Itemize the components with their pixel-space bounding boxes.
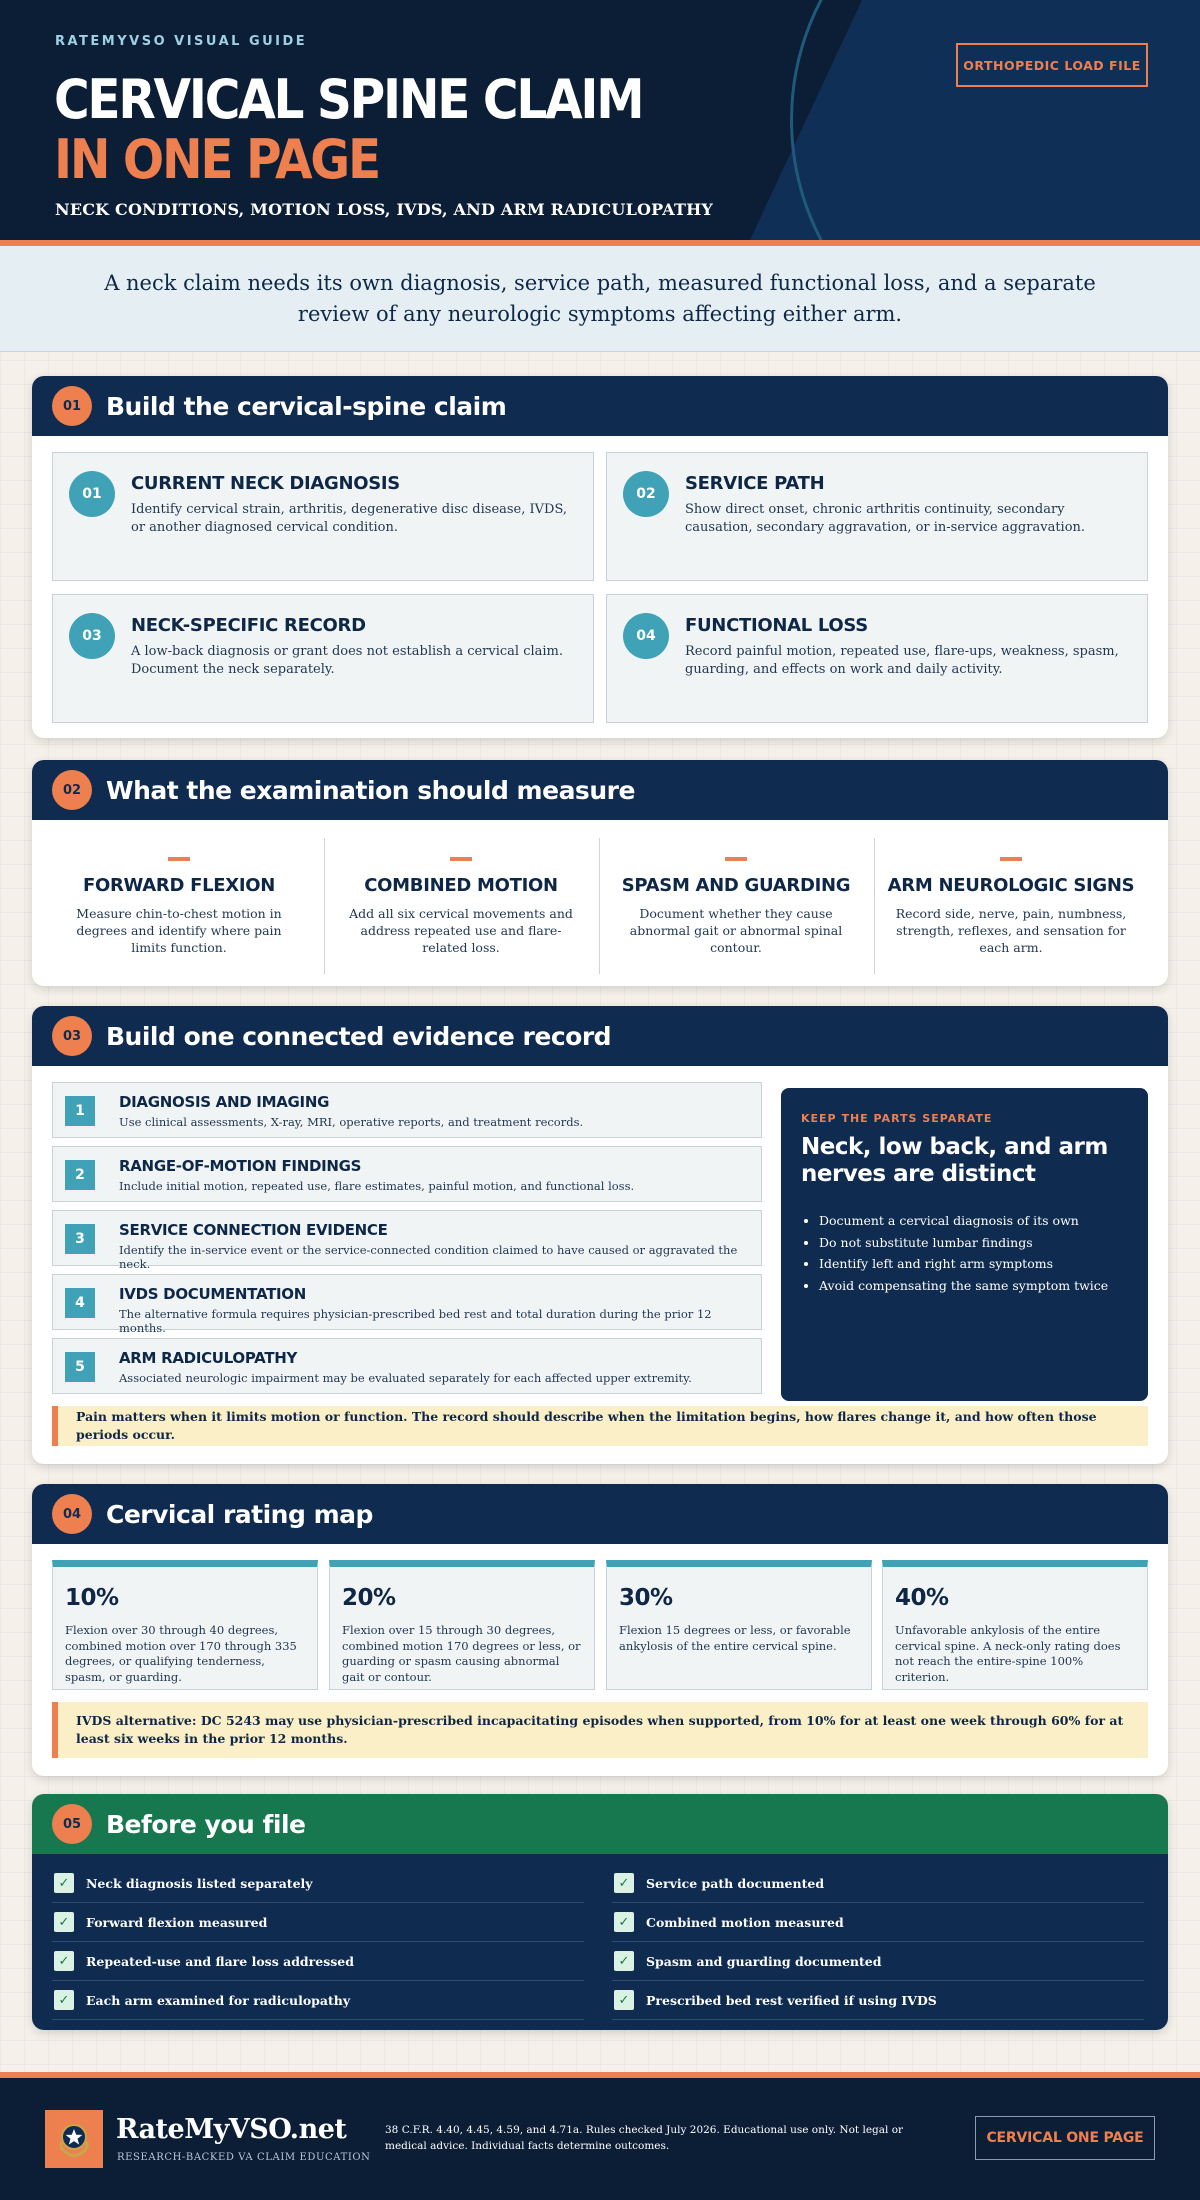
section-title: Before you file bbox=[106, 1809, 306, 1839]
page-subtitle: NECK CONDITIONS, MOTION LOSS, IVDS, AND ARM RADICULOPATHY bbox=[55, 200, 714, 219]
checklist-item[interactable] bbox=[52, 1981, 584, 2020]
checkbox-checked-icon[interactable]: ✓ bbox=[54, 1951, 74, 1971]
rating-card-10 bbox=[52, 1560, 318, 1690]
checklist-item[interactable] bbox=[612, 1903, 1144, 1942]
card-title: FUNCTIONAL LOSS bbox=[685, 615, 868, 636]
checklist-label: Combined motion measured bbox=[646, 1914, 844, 1930]
section-number-badge: 02 bbox=[52, 770, 92, 810]
section-number-badge: 04 bbox=[52, 1494, 92, 1534]
measure-description: Add all six cervical movements and address repeated use and flare-related loss. bbox=[349, 906, 573, 955]
brand-tagline: RESEARCH-BACKED VA CLAIM EDUCATION bbox=[117, 2152, 371, 2163]
rating-value: 10% bbox=[65, 1585, 119, 1611]
checklist-item[interactable] bbox=[612, 1864, 1144, 1903]
orthopedic-load-file-tag[interactable]: ORTHOPEDIC LOAD FILE bbox=[956, 43, 1148, 87]
ratemyvso-logo[interactable] bbox=[45, 2110, 103, 2168]
checkbox-checked-icon[interactable]: ✓ bbox=[614, 1951, 634, 1971]
measure-spasm-guarding bbox=[599, 840, 873, 974]
page-title-line2: IN ONE PAGE bbox=[54, 128, 379, 191]
section-before-you-file bbox=[32, 1794, 1168, 2030]
measure-description: Document whether they cause abnormal gait or abnormal spinal contour. bbox=[629, 906, 843, 955]
ivds-note-text: DC 5243 may use physician-prescribed incapacitating episodes when supported, from 10% for at least one week through 60% for at least six weeks in the prior 12 months. bbox=[76, 1713, 1124, 1746]
page-title-line1: CERVICAL SPINE CLAIM bbox=[54, 68, 643, 131]
header-kicker: RATEMYVSO VISUAL GUIDE bbox=[55, 34, 308, 49]
measure-forward-flexion bbox=[42, 840, 316, 974]
keep-parts-separate-panel bbox=[781, 1088, 1148, 1401]
rating-value: 20% bbox=[342, 1585, 396, 1611]
evidence-description: The alternative formula requires physician-prescribed bed rest and total duration during the prior 12 months. bbox=[119, 1307, 712, 1335]
section-header bbox=[32, 1794, 1168, 1854]
card-number-circle: 01 bbox=[69, 471, 115, 517]
card-current-neck-diagnosis bbox=[52, 452, 594, 581]
checkbox-checked-icon[interactable]: ✓ bbox=[54, 1873, 74, 1893]
ivds-note-label: IVDS alternative: bbox=[76, 1713, 197, 1728]
section-title: Build one connected evidence record bbox=[106, 1021, 612, 1051]
panel-bullet: • Avoid compensating the same symptom twice bbox=[819, 1275, 1129, 1297]
rating-card-20 bbox=[329, 1560, 595, 1690]
orange-dash bbox=[168, 857, 190, 861]
panel-bullet: • Identify left and right arm symptoms bbox=[819, 1253, 1129, 1275]
ivds-alternative-callout bbox=[52, 1702, 1148, 1758]
evidence-title: RANGE-OF-MOTION FINDINGS bbox=[119, 1157, 362, 1175]
orange-dash bbox=[1000, 857, 1022, 861]
cervical-one-page-button[interactable]: CERVICAL ONE PAGE bbox=[975, 2116, 1155, 2160]
checkbox-checked-icon[interactable]: ✓ bbox=[54, 1990, 74, 2010]
evidence-row-service-connection bbox=[52, 1210, 762, 1271]
evidence-description: Use clinical assessments, X-ray, MRI, operative reports, and treatment records. bbox=[119, 1115, 584, 1129]
card-neck-specific-record bbox=[52, 594, 594, 723]
section-header bbox=[32, 1484, 1168, 1544]
panel-title: Neck, low back, and arm nerves are distinct bbox=[801, 1134, 1108, 1187]
checkbox-checked-icon[interactable]: ✓ bbox=[614, 1912, 634, 1932]
star-seal-icon bbox=[53, 2118, 95, 2160]
card-description: Show direct onset, chronic arthritis continuity, secondary causation, secondary aggravation, or in-service aggravation. bbox=[685, 502, 1086, 535]
panel-kicker: KEEP THE PARTS SEPARATE bbox=[801, 1112, 993, 1125]
card-number-circle: 02 bbox=[623, 471, 669, 517]
section-header bbox=[32, 376, 1168, 436]
evidence-row-range-of-motion bbox=[52, 1146, 762, 1202]
footer bbox=[0, 2078, 1200, 2200]
measure-title: COMBINED MOTION bbox=[364, 875, 558, 896]
evidence-description: Associated neurologic impairment may be evaluated separately for each affected upper extremity. bbox=[119, 1371, 692, 1385]
measure-title: ARM NEUROLOGIC SIGNS bbox=[887, 875, 1135, 896]
card-description: Record painful motion, repeated use, flare-ups, weakness, spasm, guarding, and effects on work and daily activity. bbox=[685, 644, 1119, 677]
rating-value: 30% bbox=[619, 1585, 673, 1611]
rating-description: Flexion over 15 through 30 degrees, combined motion 170 degrees or less, or guarding or spasm causing abnormal gait or contour. bbox=[342, 1623, 581, 1684]
card-number-circle: 03 bbox=[69, 613, 115, 659]
checkbox-checked-icon[interactable]: ✓ bbox=[614, 1873, 634, 1893]
evidence-number: 4 bbox=[65, 1288, 95, 1318]
orange-dash bbox=[450, 857, 472, 861]
panel-bullet: • Document a cervical diagnosis of its own bbox=[819, 1210, 1129, 1232]
section-rating-map bbox=[32, 1484, 1168, 1776]
evidence-title: IVDS DOCUMENTATION bbox=[119, 1285, 307, 1303]
panel-bullet-list bbox=[819, 1210, 1129, 1296]
evidence-number: 3 bbox=[65, 1224, 95, 1254]
intro-band bbox=[0, 246, 1200, 352]
evidence-row-diagnosis-imaging bbox=[52, 1082, 762, 1138]
checklist bbox=[32, 1854, 1168, 2030]
section-build-claim bbox=[32, 376, 1168, 738]
measure-title: SPASM AND GUARDING bbox=[621, 875, 851, 896]
checklist-item[interactable] bbox=[52, 1942, 584, 1981]
pain-note-callout: Pain matters when it limits motion or function. The record should describe when the limitation begins, how flares change it, and how often those periods occur. bbox=[52, 1406, 1148, 1446]
card-service-path bbox=[606, 452, 1148, 581]
measure-combined-motion bbox=[324, 840, 598, 974]
checkbox-checked-icon[interactable]: ✓ bbox=[614, 1990, 634, 2010]
checklist-label: Each arm examined for radiculopathy bbox=[86, 1992, 351, 2008]
card-description: Identify cervical strain, arthritis, degenerative disc disease, IVDS, or another diagnosed cervical condition. bbox=[131, 502, 568, 535]
evidence-number: 5 bbox=[65, 1352, 95, 1382]
checklist-item[interactable] bbox=[52, 1864, 584, 1903]
evidence-title: SERVICE CONNECTION EVIDENCE bbox=[119, 1221, 388, 1239]
rating-card-30 bbox=[606, 1560, 872, 1690]
rating-description: Unfavorable ankylosis of the entire cervical spine. A neck-only rating does not reach the entire-spine 100% criterion. bbox=[895, 1623, 1121, 1684]
checklist-item[interactable] bbox=[612, 1942, 1144, 1981]
card-number-circle: 04 bbox=[623, 613, 669, 659]
section-number-badge: 05 bbox=[52, 1804, 92, 1844]
section-examination-measure bbox=[32, 760, 1168, 986]
evidence-number: 1 bbox=[65, 1096, 95, 1126]
card-title: SERVICE PATH bbox=[685, 473, 825, 494]
panel-bullet: • Do not substitute lumbar findings bbox=[819, 1232, 1129, 1254]
section-header bbox=[32, 1006, 1168, 1066]
header-banner bbox=[0, 0, 1200, 240]
checklist-item[interactable] bbox=[52, 1903, 584, 1942]
measure-title: FORWARD FLEXION bbox=[82, 875, 275, 896]
legal-disclaimer: 38 C.F.R. 4.40, 4.45, 4.59, and 4.71a. Rules checked July 2026. Educational use only. Not legal or medical advice. Individual facts determine outcomes. bbox=[385, 2124, 904, 2152]
evidence-row-ivds bbox=[52, 1274, 762, 1335]
card-description: A low-back diagnosis or grant does not establish a cervical claim. Document the neck separately. bbox=[131, 644, 564, 677]
intro-text: A neck claim needs its own diagnosis, service path, measured functional loss, and a separate review of any neurologic symptoms affecting either arm. bbox=[104, 270, 1096, 326]
brand-name[interactable]: RateMyVSO.net bbox=[116, 2114, 347, 2145]
card-title: NECK-SPECIFIC RECORD bbox=[131, 615, 366, 636]
rating-description: Flexion over 30 through 40 degrees, combined motion over 170 through 335 degrees, or qualifying tenderness, spasm, or guarding. bbox=[65, 1623, 297, 1684]
evidence-number: 2 bbox=[65, 1160, 95, 1190]
section-title: What the examination should measure bbox=[106, 775, 635, 805]
rating-value: 40% bbox=[895, 1585, 949, 1611]
checklist-label: Spasm and guarding documented bbox=[646, 1953, 882, 1969]
evidence-title: DIAGNOSIS AND IMAGING bbox=[119, 1093, 330, 1111]
evidence-title: ARM RADICULOPATHY bbox=[119, 1349, 298, 1367]
checklist-item[interactable] bbox=[612, 1981, 1144, 2020]
section-evidence-record bbox=[32, 1006, 1168, 1464]
evidence-row-arm-radiculopathy bbox=[52, 1338, 762, 1394]
header-decorative-arc bbox=[790, 0, 1200, 240]
section-title: Cervical rating map bbox=[106, 1499, 373, 1529]
measure-description: Record side, nerve, pain, numbness, strength, reflexes, and sensation for each arm. bbox=[895, 906, 1127, 955]
section-number-badge: 01 bbox=[52, 386, 92, 426]
section-title: Build the cervical-spine claim bbox=[106, 391, 507, 421]
card-title: CURRENT NECK DIAGNOSIS bbox=[131, 473, 400, 494]
checkbox-checked-icon[interactable]: ✓ bbox=[54, 1912, 74, 1932]
card-functional-loss bbox=[606, 594, 1148, 723]
evidence-description: Include initial motion, repeated use, flare estimates, painful motion, and functional loss. bbox=[119, 1179, 635, 1193]
section-number-badge: 03 bbox=[52, 1016, 92, 1056]
checklist-label: Prescribed bed rest verified if using IVDS bbox=[646, 1992, 937, 2008]
orange-dash bbox=[725, 857, 747, 861]
checklist-label: Repeated-use and flare loss addressed bbox=[86, 1953, 354, 1969]
checklist-label: Forward flexion measured bbox=[86, 1914, 268, 1930]
measure-arm-neurologic-signs bbox=[874, 840, 1148, 974]
measure-description: Measure chin-to-chest motion in degrees and identify where pain limits function. bbox=[76, 906, 282, 955]
section-header bbox=[32, 760, 1168, 820]
evidence-description: Identify the in-service event or the service-connected condition claimed to have caused or aggravated the neck. bbox=[119, 1243, 738, 1271]
checklist-label: Service path documented bbox=[646, 1875, 825, 1891]
rating-card-40 bbox=[882, 1560, 1148, 1690]
rating-description: Flexion 15 degrees or less, or favorable ankylosis of the entire cervical spine. bbox=[619, 1623, 851, 1653]
checklist-label: Neck diagnosis listed separately bbox=[86, 1875, 313, 1891]
